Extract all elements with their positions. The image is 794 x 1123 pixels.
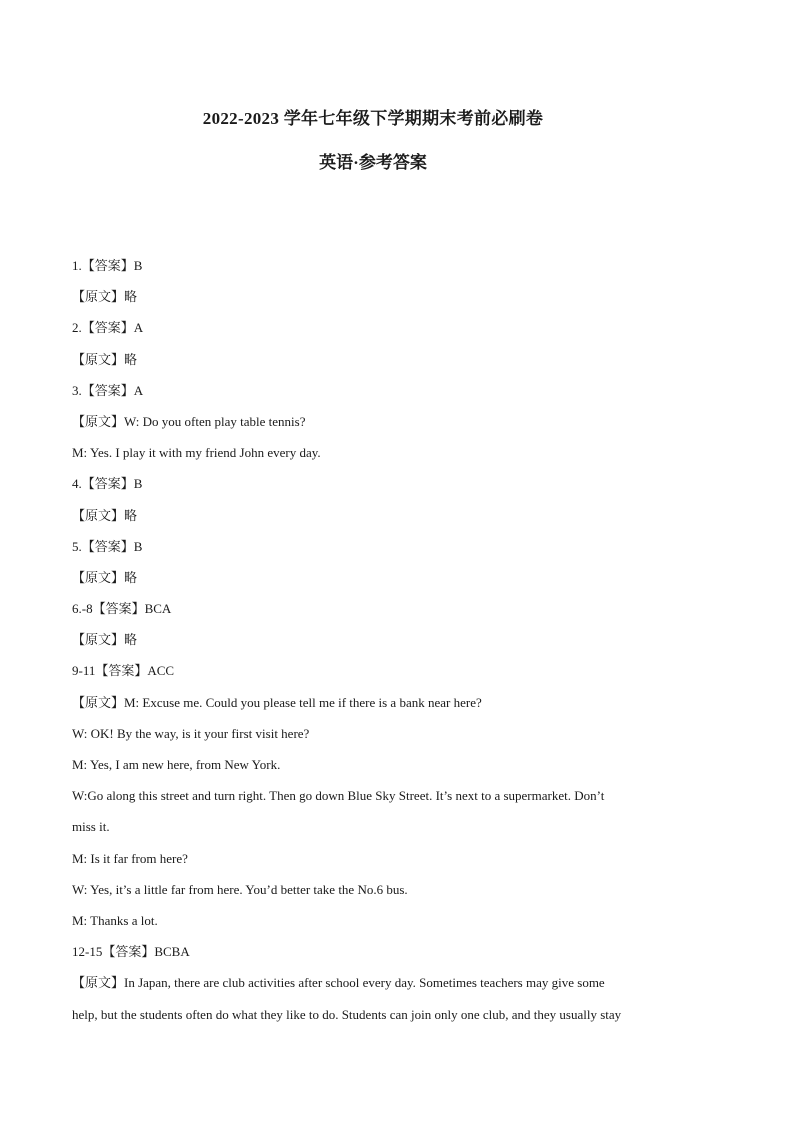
transcript-line: 【原文】略 [72, 351, 138, 367]
transcript-line: M: Yes. I play it with my friend John every day. [72, 445, 321, 461]
answer-line: 12-15【答案】BCBA [72, 944, 190, 960]
transcript-line: 【原文】略 [72, 632, 138, 648]
transcript-line: 【原文】M: Excuse me. Could you please tell me if there is a bank near here? [72, 694, 482, 710]
answer-line: 2.【答案】A [72, 320, 144, 336]
transcript-line: 【原文】In Japan, there are club activities after school every day. Sometimes teachers may give some [72, 975, 605, 991]
answer-line: 5.【答案】B [72, 538, 143, 554]
answer-line: 6.-8【答案】BCA [72, 601, 172, 617]
transcript-line: 【原文】略 [72, 289, 138, 305]
transcript-line: W:Go along this street and turn right. Then go down Blue Sky Street. It’s next to a supermarket. Don’t [72, 788, 605, 804]
transcript-line: M: Thanks a lot. [72, 912, 158, 928]
transcript-line: 【原文】W: Do you often play table tennis? [72, 413, 306, 429]
answer-line: 3.【答案】A [72, 382, 144, 398]
document-subtitle: 英语·参考答案 [319, 153, 427, 172]
answer-line: 1.【答案】B [72, 258, 143, 273]
transcript-line: 【原文】略 [72, 569, 138, 585]
transcript-line: M: Is it far from here? [72, 850, 188, 866]
answer-line: 4.【答案】B [72, 476, 143, 492]
transcript-line: help, but the students often do what they like to do. Students can join only one club, and they usually stay [72, 1006, 622, 1022]
answer-body [72, 256, 672, 1036]
transcript-line: 【原文】略 [72, 507, 138, 523]
transcript-line: W: Yes, it’s a little far from here. You’d better take the No.6 bus. [72, 881, 408, 897]
transcript-line: M: Yes, I am new here, from New York. [72, 757, 281, 772]
transcript-line: miss it. [72, 819, 110, 835]
document-title: 2022-2023 学年七年级下学期期末考前必刷卷 [202, 109, 544, 128]
transcript-line: W: OK! By the way, is it your first visit here? [72, 725, 310, 741]
answer-line: 9-11【答案】ACC [72, 663, 175, 679]
